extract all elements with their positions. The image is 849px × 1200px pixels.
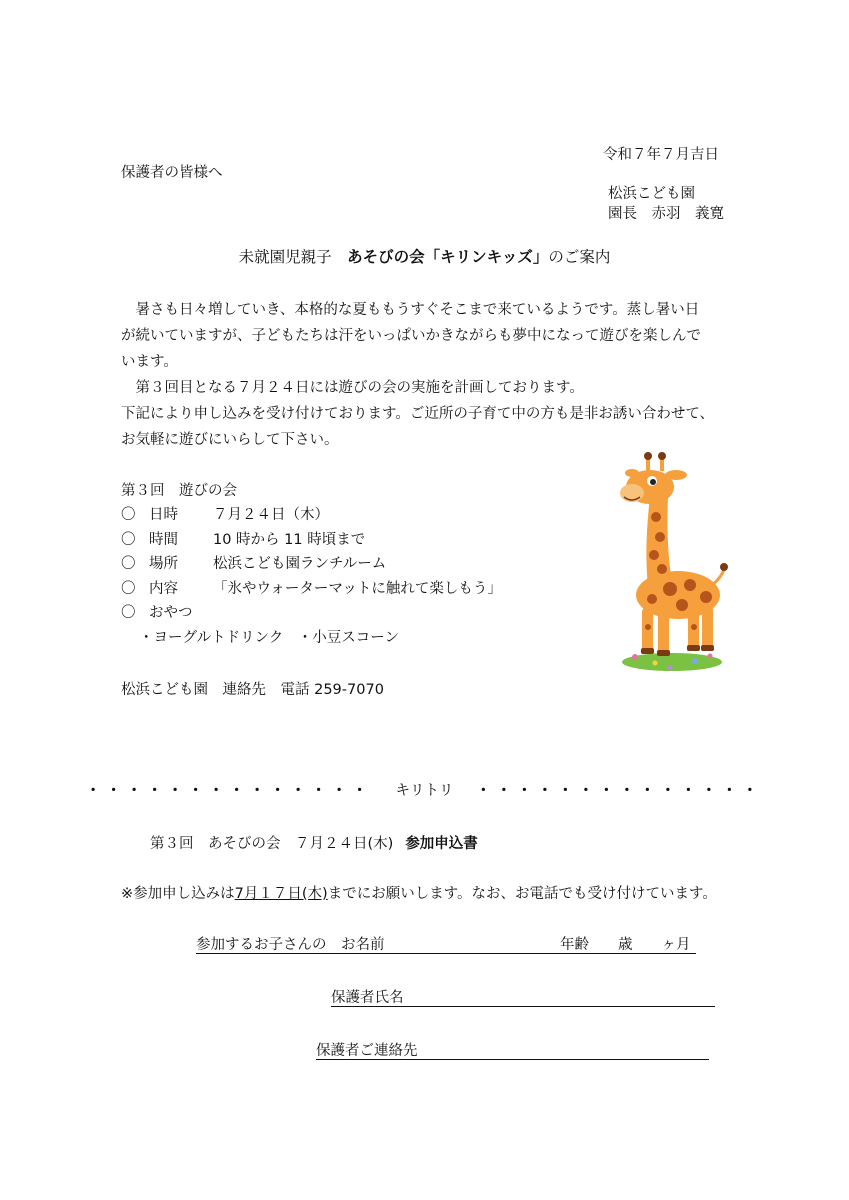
giraffe-spot	[684, 579, 696, 591]
deadline-suffix: までにお願いします。なお、お電話でも受け付けています。	[327, 886, 717, 902]
guardian-contact-label: 保護者ご連絡先	[316, 1043, 418, 1059]
giraffe-spot	[647, 594, 657, 604]
giraffe-spot	[649, 550, 659, 560]
guardian-contact-field[interactable]	[316, 1039, 709, 1060]
event-details-list	[121, 503, 502, 650]
flower-icon	[632, 654, 638, 660]
event-label: 時間	[149, 531, 178, 548]
event-label: 日時	[149, 507, 178, 523]
giraffe-hoof	[687, 645, 700, 651]
event-heading: 第３回 遊びの会	[121, 483, 237, 499]
giraffe-spot	[645, 624, 651, 630]
giraffe-spot	[657, 564, 667, 574]
deadline-notice	[121, 882, 717, 903]
cut-label: キリトリ	[395, 783, 454, 799]
giraffe-ear	[665, 470, 687, 480]
giraffe-neck	[646, 497, 672, 587]
deadline-prefix: ※参加申し込みは	[121, 886, 235, 902]
sender-name: 園長 赤羽 義寛	[608, 206, 724, 222]
flower-icon	[668, 666, 673, 671]
event-value: 「氷やウォーターマットに触れて楽しもう」	[213, 580, 502, 597]
giraffe-spot	[676, 599, 688, 611]
giraffe-illustration	[610, 447, 735, 682]
event-item-date	[121, 503, 502, 528]
giraffe-horn-tip	[644, 452, 652, 460]
sender-organization: 松浜こども園	[608, 186, 695, 202]
flower-icon	[692, 658, 698, 664]
circle-bullet-icon: 〇	[121, 556, 136, 572]
event-value: 松浜こども園ランチルーム	[213, 556, 387, 572]
event-label: 内容	[149, 580, 178, 597]
age-label: 年齢 歳 ヶ月	[560, 937, 691, 953]
event-item-content	[121, 577, 502, 602]
giraffe-spot	[651, 512, 661, 522]
form-title	[150, 832, 478, 853]
body-line: 暑さも日々増していき、本格的な夏ももうすぐそこまで来ているようです。蒸し暑い日	[135, 302, 700, 318]
event-value: 10 時から 11 時頃まで	[213, 531, 366, 548]
giraffe-ear	[625, 469, 639, 477]
giraffe-pupil	[650, 479, 656, 485]
title-prefix: 未就園児親子	[238, 248, 348, 266]
body-line: お気軽に遊びにいらして下さい。	[121, 432, 339, 448]
body-text	[121, 297, 731, 453]
recipient: 保護者の皆様へ	[121, 165, 223, 181]
cut-line	[0, 779, 849, 800]
circle-bullet-icon: 〇	[121, 605, 136, 621]
page-title	[0, 245, 849, 267]
child-name-label: 参加するお子さんの お名前	[196, 937, 385, 953]
event-item-time	[121, 528, 502, 553]
giraffe-hoof	[701, 645, 714, 651]
event-label: おやつ	[149, 605, 193, 621]
guardian-name-field[interactable]	[331, 986, 715, 1007]
event-item-place	[121, 552, 502, 577]
form-title-text: 第３回 あそびの会 ７月２４日(木)	[150, 836, 394, 852]
contact-info: 松浜こども園 連絡先 電話 259-7070	[121, 682, 384, 698]
giraffe-spot	[663, 582, 677, 596]
body-line: 下記により申し込みを受け付けております。ご近所の子育て中の方も是非お誘い合わせて、	[121, 406, 715, 422]
circle-bullet-icon: 〇	[121, 580, 136, 597]
giraffe-hoof	[641, 648, 654, 654]
deadline-date: 7月１７日(木)	[234, 886, 328, 902]
circle-bullet-icon: 〇	[121, 507, 136, 523]
snack-list: ・ヨーグルトドリンク ・小豆スコーン	[139, 629, 399, 646]
title-suffix: のご案内	[548, 248, 611, 266]
title-highlight: あそびの会「キリンキッズ」	[347, 248, 549, 266]
event-label: 場所	[149, 556, 178, 572]
cut-dots-right: ・・・・・・・・・・・・・・	[476, 783, 764, 799]
document-date: 令和７年７月吉日	[603, 147, 719, 163]
body-line: 第３回目となる７月２４日には遊びの会の実施を計画しております。	[135, 380, 584, 396]
giraffe-spot	[655, 532, 665, 542]
body-line: います。	[121, 354, 178, 370]
event-value: ７月２４日（木）	[213, 507, 329, 523]
flower-icon	[708, 654, 713, 659]
flower-icon	[653, 661, 658, 666]
giraffe-spot	[700, 591, 712, 603]
body-line: が続いていますが、子どもたちは汗をいっぱいかきながらも夢中になって遊びを楽しんで	[121, 328, 701, 344]
giraffe-hoof	[657, 650, 670, 656]
event-item-snack	[121, 601, 502, 626]
giraffe-horn-tip	[658, 452, 666, 460]
child-name-field[interactable]	[196, 933, 696, 954]
circle-bullet-icon: 〇	[121, 531, 136, 548]
giraffe-tail-tip	[720, 563, 728, 571]
guardian-name-label: 保護者氏名	[331, 990, 404, 1006]
giraffe-spot	[691, 624, 697, 630]
cut-dots-left: ・・・・・・・・・・・・・・	[85, 783, 373, 799]
form-title-bold: 参加申込書	[405, 836, 478, 852]
